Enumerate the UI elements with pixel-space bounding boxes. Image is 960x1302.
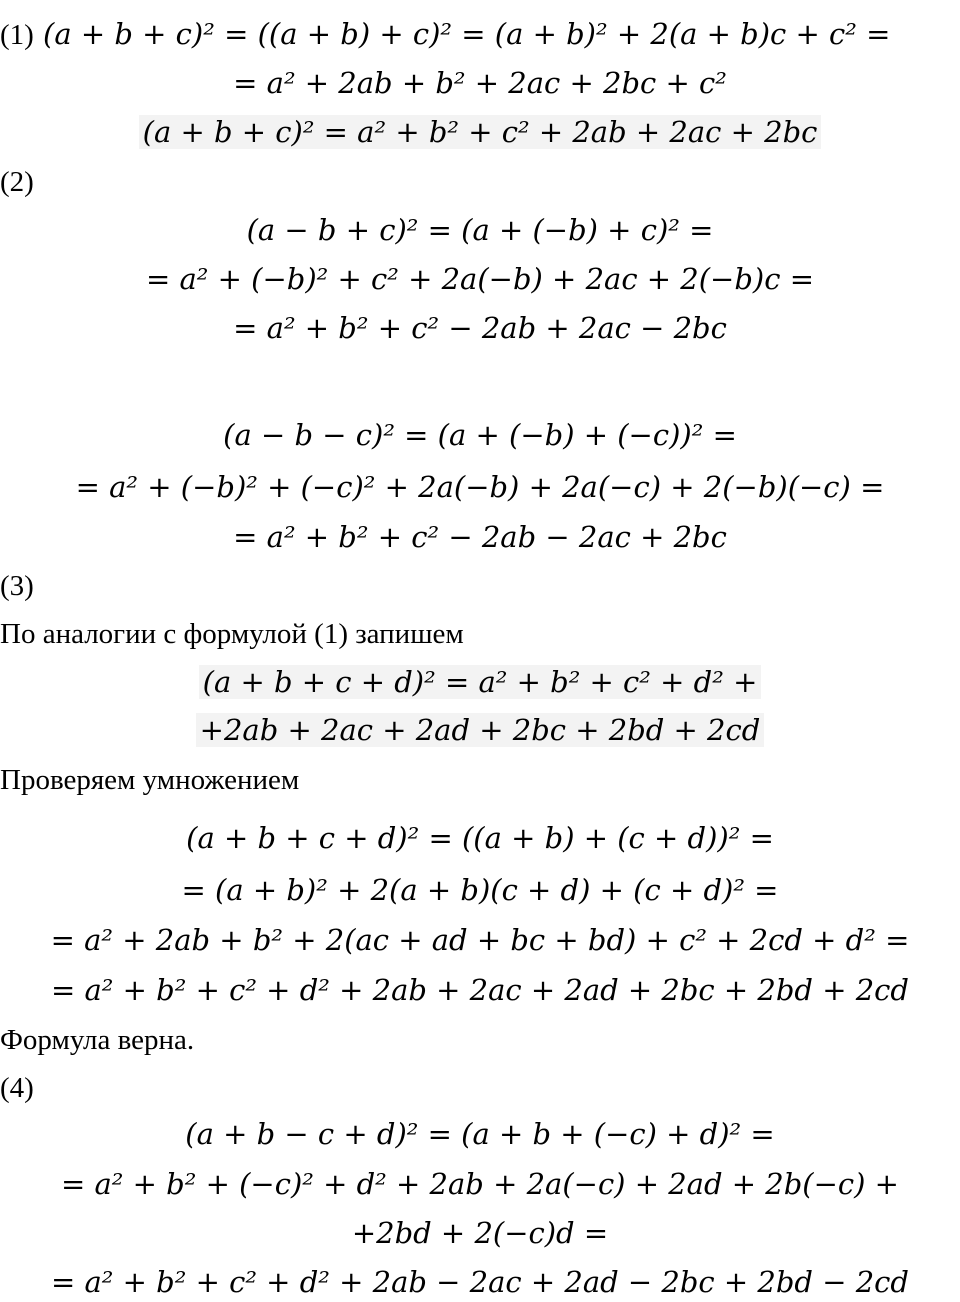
part3-formula-line1 (0, 662, 960, 702)
part3-formula-line1-text: (a + b + c + d)² = a² + b² + c² + d² + (199, 665, 762, 699)
part3-formula-line2-text: +2ab + 2ac + 2ad + 2bc + 2bd + 2cd (196, 713, 765, 747)
part2-eqA-line2: = a² + (−b)² + c² + 2a(−b) + 2ac + 2(−b)c = (145, 262, 814, 296)
part3-intro: По аналогии с формулой (1) запишем (0, 618, 464, 650)
part1-label: (1) (0, 19, 34, 51)
part1-equation-line1: (a + b + c)² = ((a + b) + c)² = (a + b)² + 2(a + b)c + c² = (43, 17, 891, 51)
part1-line2: = a² + 2ab + b² + 2ac + 2bc + c² (233, 66, 727, 100)
part2-eqA-line1: (a − b + c)² = (a + (−b) + c)² = (246, 213, 714, 247)
part3-check-line1: (a + b + c + d)² = ((a + b) + (c + d))² = (186, 821, 774, 855)
part1-result-formula: (a + b + c)² = a² + b² + c² + 2ab + 2ac + 2bc (139, 115, 822, 149)
part4-line3: +2bd + 2(−c)d = (351, 1216, 609, 1250)
part4-line2: = a² + b² + (−c)² + d² + 2ab + 2a(−c) + 2ad + 2b(−c) + (61, 1167, 899, 1201)
part2-eqB-line1: (a − b − c)² = (a + (−b) + (−c))² = (223, 418, 737, 452)
part3-formula-line2 (0, 710, 960, 750)
part3-check-line4: = a² + b² + c² + d² + 2ab + 2ac + 2ad + 2bc + 2bd + 2cd (51, 973, 909, 1007)
part2-eqB-line2: = a² + (−b)² + (−c)² + 2a(−b) + 2a(−c) + 2(−b)(−c) = (75, 470, 885, 504)
part3-label: (3) (0, 570, 34, 602)
part3-check-line3: = a² + 2ab + b² + 2(ac + ad + bc + bd) + c² + 2cd + d² = (50, 923, 910, 957)
part3-check-line2: = (a + b)² + 2(a + b)(c + d) + (c + d)² = (181, 873, 779, 907)
part4-line1: (a + b − c + d)² = (a + b + (−c) + d)² = (185, 1117, 775, 1151)
part4-line4: = a² + b² + c² + d² + 2ab − 2ac + 2ad − 2bc + 2bd − 2cd (51, 1265, 909, 1299)
part2-eqB-line3: = a² + b² + c² − 2ab − 2ac + 2bc (233, 520, 727, 554)
part3-conclusion: Формула верна. (0, 1024, 195, 1056)
part4-label: (4) (0, 1072, 34, 1104)
part2-eqA-line3: = a² + b² + c² − 2ab + 2ac − 2bc (233, 311, 727, 345)
part1-result (0, 112, 960, 152)
part1-line1 (0, 14, 890, 54)
part2-label: (2) (0, 166, 34, 198)
part3-check-label: Проверяем умножением (0, 764, 300, 796)
